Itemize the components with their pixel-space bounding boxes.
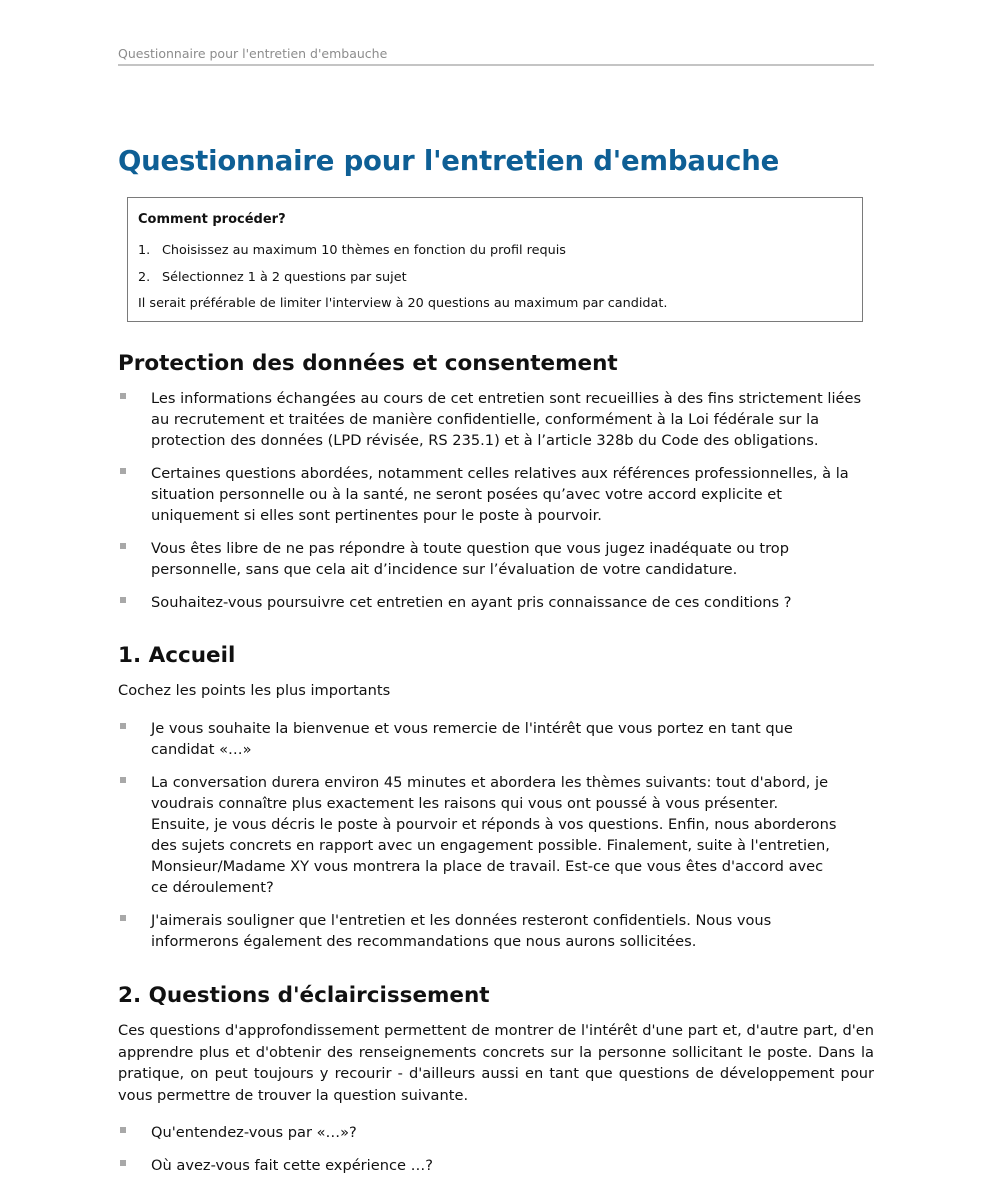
list-item: Qu'entendez-vous par «…»? [118, 1122, 874, 1143]
section-intro: Ces questions d'approfondissement permettent de montrer de l'intérêt d'une part et, d'autre part, d'en apprendre plus et d'obtenir des renseignements concrets sur la personne sollicitant le poste. Dans la pratique, on peut toujours y recourir - d'ailleurs aussi en tant que questions de développement pour vous permettre de trouver la question suivante. [118, 1022, 874, 1104]
section-intro: Cochez les points les plus importants [118, 682, 391, 699]
list-item: Souhaitez-vous poursuivre cet entretien en ayant pris connaissance de ces conditions ? [118, 592, 863, 613]
step-number: 2. [138, 269, 151, 285]
square-bullet-icon [120, 1127, 126, 1133]
section-title: 2. Questions d'éclaircissement [118, 983, 490, 1008]
square-bullet-icon [120, 723, 126, 729]
section-accueil [118, 642, 874, 964]
howto-step [138, 265, 852, 292]
howto-note: Il serait préférable de limiter l'interview à 20 questions au maximum par candidat. [138, 296, 668, 311]
square-bullet-icon [120, 468, 126, 474]
running-header: Questionnaire pour l'entretien d'embauche [118, 46, 874, 66]
list-item: La conversation durera environ 45 minutes et abordera les thèmes suivants: tout d'abord, je voudrais connaître plus exactement les raisons qui vous ont poussé à vous présenter. Ensuite, je vous décris le poste à pourvoir et réponds à vos questions. Enfin, nous aborderons des sujets concrets en rapport avec un engagement possible. Finalement, suite à l'entretien, Monsieur/Madame XY vous montrera la place de travail. Est-ce que vous êtes d'accord avec ce déroulement? [118, 772, 838, 898]
list-item: Où avez-vous fait cette expérience …? [118, 1155, 874, 1176]
section-title: 1. Accueil [118, 643, 236, 668]
square-bullet-icon [120, 543, 126, 549]
howto-box [127, 197, 863, 322]
step-number: 1. [138, 243, 151, 258]
list-item: Certaines questions abordées, notamment celles relatives aux références professionnelles, à la situation personnelle ou à la santé, ne seront posées qu’avec votre accord explicite et uniquement si elles sont pertinentes pour le poste à pourvoir. [118, 463, 863, 526]
square-bullet-icon [120, 915, 126, 921]
section-data-protection [118, 350, 874, 625]
bullet-list [118, 718, 838, 952]
howto-title: Comment procéder? [138, 212, 286, 227]
square-bullet-icon [120, 393, 126, 399]
square-bullet-icon [120, 777, 126, 783]
section-clarification-questions [118, 982, 874, 1188]
document-title: Questionnaire pour l'entretien d'embauche [118, 145, 780, 177]
bullet-list [118, 1122, 874, 1176]
step-text: Choisissez au maximum 10 thèmes en fonction du profil requis [162, 243, 566, 258]
howto-step [138, 238, 852, 265]
list-item: J'aimerais souligner que l'entretien et les données resteront confidentiels. Nous vous informerons également des recommandations que nous aurons sollicitées. [118, 910, 838, 952]
list-item: Je vous souhaite la bienvenue et vous remercie de l'intérêt que vous portez en tant que candidat «…» [118, 718, 838, 760]
list-item: Les informations échangées au cours de cet entretien sont recueillies à des fins strictement liées au recrutement et traitées de manière confidentielle, conformément à la Loi fédérale sur la protection des données (LPD révisée, RS 235.1) et à l’article 328b du Code des obligations. [118, 388, 863, 451]
bullet-list [118, 388, 863, 613]
square-bullet-icon [120, 1160, 126, 1166]
list-item: Vous êtes libre de ne pas répondre à toute question que vous jugez inadéquate ou trop personnelle, sans que cela ait d’incidence sur l’évaluation de votre candidature. [118, 538, 863, 580]
section-title: Protection des données et consentement [118, 351, 618, 376]
square-bullet-icon [120, 597, 126, 603]
step-text: Sélectionnez 1 à 2 questions par sujet [162, 269, 407, 285]
